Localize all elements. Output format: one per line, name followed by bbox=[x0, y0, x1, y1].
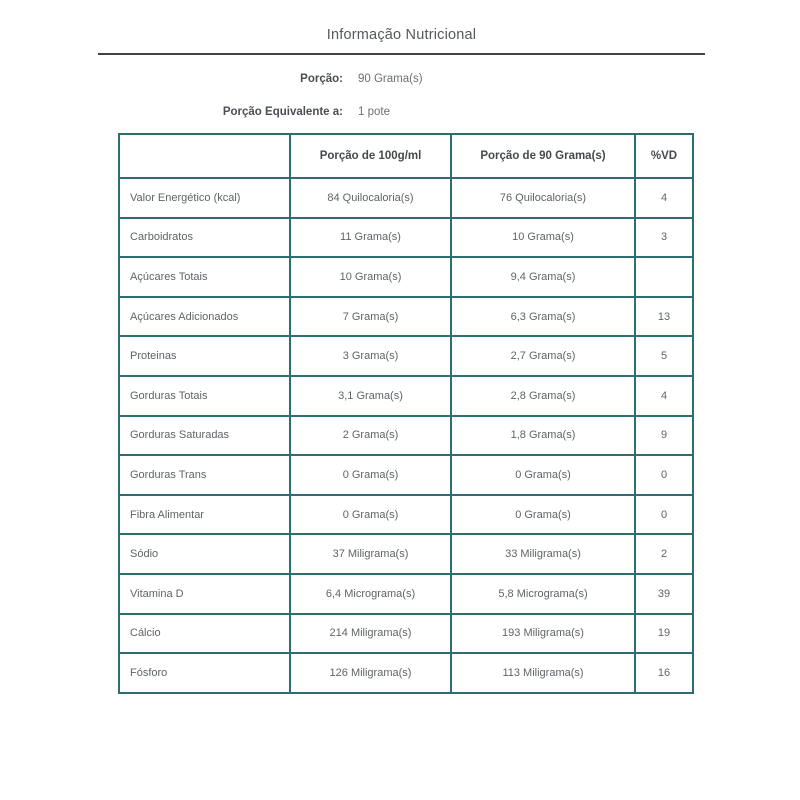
vd-value-cell: 9 bbox=[635, 416, 693, 456]
table-body bbox=[119, 178, 693, 693]
nutrient-name-cell: Vitamina D bbox=[119, 574, 290, 614]
nutrient-name-cell: Fósforo bbox=[119, 653, 290, 693]
table-row bbox=[119, 336, 693, 376]
per-serving-value-cell: 33 Miligrama(s) bbox=[451, 534, 635, 574]
nutrition-table bbox=[118, 133, 694, 694]
per-100-value-cell: 3 Grama(s) bbox=[290, 336, 451, 376]
table-row bbox=[119, 218, 693, 258]
table-row bbox=[119, 534, 693, 574]
per-100-value-cell: 11 Grama(s) bbox=[290, 218, 451, 258]
serving-value: 90 Grama(s) bbox=[358, 73, 423, 85]
per-100-value-cell: 7 Grama(s) bbox=[290, 297, 451, 337]
serving-equivalent-row bbox=[98, 106, 598, 118]
per-serving-value-cell: 0 Grama(s) bbox=[451, 495, 635, 535]
per-serving-value-cell: 1,8 Grama(s) bbox=[451, 416, 635, 456]
title-divider bbox=[98, 53, 705, 55]
table-row bbox=[119, 614, 693, 654]
per-serving-value-cell: 9,4 Grama(s) bbox=[451, 257, 635, 297]
vd-value-cell: 0 bbox=[635, 455, 693, 495]
table-row bbox=[119, 495, 693, 535]
table-row bbox=[119, 178, 693, 218]
nutrient-name-cell: Carboidratos bbox=[119, 218, 290, 258]
vd-value-cell: 39 bbox=[635, 574, 693, 614]
per-100-value-cell: 37 Miligrama(s) bbox=[290, 534, 451, 574]
nutrient-name-cell: Açúcares Totais bbox=[119, 257, 290, 297]
per-100-value-cell: 10 Grama(s) bbox=[290, 257, 451, 297]
table-row bbox=[119, 376, 693, 416]
nutrient-name-cell: Valor Energético (kcal) bbox=[119, 178, 290, 218]
nutrient-name-cell: Gorduras Trans bbox=[119, 455, 290, 495]
table-header-row bbox=[119, 134, 693, 178]
serving-equivalent-value: 1 pote bbox=[358, 106, 390, 118]
per-100-value-cell: 0 Grama(s) bbox=[290, 495, 451, 535]
per-100-column-header: Porção de 100g/ml bbox=[290, 134, 451, 178]
per-100-value-cell: 84 Quilocaloria(s) bbox=[290, 178, 451, 218]
nutrient-column-header bbox=[119, 134, 290, 178]
nutrient-name-cell: Sódio bbox=[119, 534, 290, 574]
vd-value-cell: 4 bbox=[635, 178, 693, 218]
per-100-value-cell: 2 Grama(s) bbox=[290, 416, 451, 456]
per-100-value-cell: 126 Miligrama(s) bbox=[290, 653, 451, 693]
per-100-value-cell: 6,4 Micrograma(s) bbox=[290, 574, 451, 614]
per-serving-value-cell: 6,3 Grama(s) bbox=[451, 297, 635, 337]
per-100-value-cell: 3,1 Grama(s) bbox=[290, 376, 451, 416]
nutrient-name-cell: Proteinas bbox=[119, 336, 290, 376]
nutrient-name-cell: Cálcio bbox=[119, 614, 290, 654]
per-100-value-cell: 214 Miligrama(s) bbox=[290, 614, 451, 654]
per-serving-value-cell: 10 Grama(s) bbox=[451, 218, 635, 258]
table-row bbox=[119, 257, 693, 297]
per-serving-value-cell: 2,7 Grama(s) bbox=[451, 336, 635, 376]
vd-value-cell: 19 bbox=[635, 614, 693, 654]
serving-label: Porção: bbox=[300, 73, 343, 85]
table-row bbox=[119, 574, 693, 614]
table-row bbox=[119, 455, 693, 495]
per-serving-value-cell: 193 Miligrama(s) bbox=[451, 614, 635, 654]
serving-equivalent-label: Porção Equivalente a: bbox=[222, 106, 343, 118]
per-serving-value-cell: 76 Quilocaloria(s) bbox=[451, 178, 635, 218]
vd-value-cell: 2 bbox=[635, 534, 693, 574]
table-row bbox=[119, 416, 693, 456]
nutrient-name-cell: Gorduras Totais bbox=[119, 376, 290, 416]
nutrient-name-cell: Açúcares Adicionados bbox=[119, 297, 290, 337]
per-serving-column-header: Porção de 90 Grama(s) bbox=[451, 134, 635, 178]
per-100-value-cell: 0 Grama(s) bbox=[290, 455, 451, 495]
per-serving-value-cell: 5,8 Micrograma(s) bbox=[451, 574, 635, 614]
nutrient-name-cell: Fibra Alimentar bbox=[119, 495, 290, 535]
serving-row bbox=[98, 73, 598, 85]
per-serving-value-cell: 0 Grama(s) bbox=[451, 455, 635, 495]
vd-value-cell: 16 bbox=[635, 653, 693, 693]
vd-value-cell: 5 bbox=[635, 336, 693, 376]
per-serving-value-cell: 113 Miligrama(s) bbox=[451, 653, 635, 693]
vd-value-cell bbox=[635, 257, 693, 297]
vd-value-cell: 4 bbox=[635, 376, 693, 416]
table-row bbox=[119, 653, 693, 693]
nutrient-name-cell: Gorduras Saturadas bbox=[119, 416, 290, 456]
vd-value-cell: 13 bbox=[635, 297, 693, 337]
table-row bbox=[119, 297, 693, 337]
page-title: Informação Nutricional bbox=[326, 27, 477, 43]
per-serving-value-cell: 2,8 Grama(s) bbox=[451, 376, 635, 416]
vd-column-header: %VD bbox=[635, 134, 693, 178]
vd-value-cell: 0 bbox=[635, 495, 693, 535]
vd-value-cell: 3 bbox=[635, 218, 693, 258]
